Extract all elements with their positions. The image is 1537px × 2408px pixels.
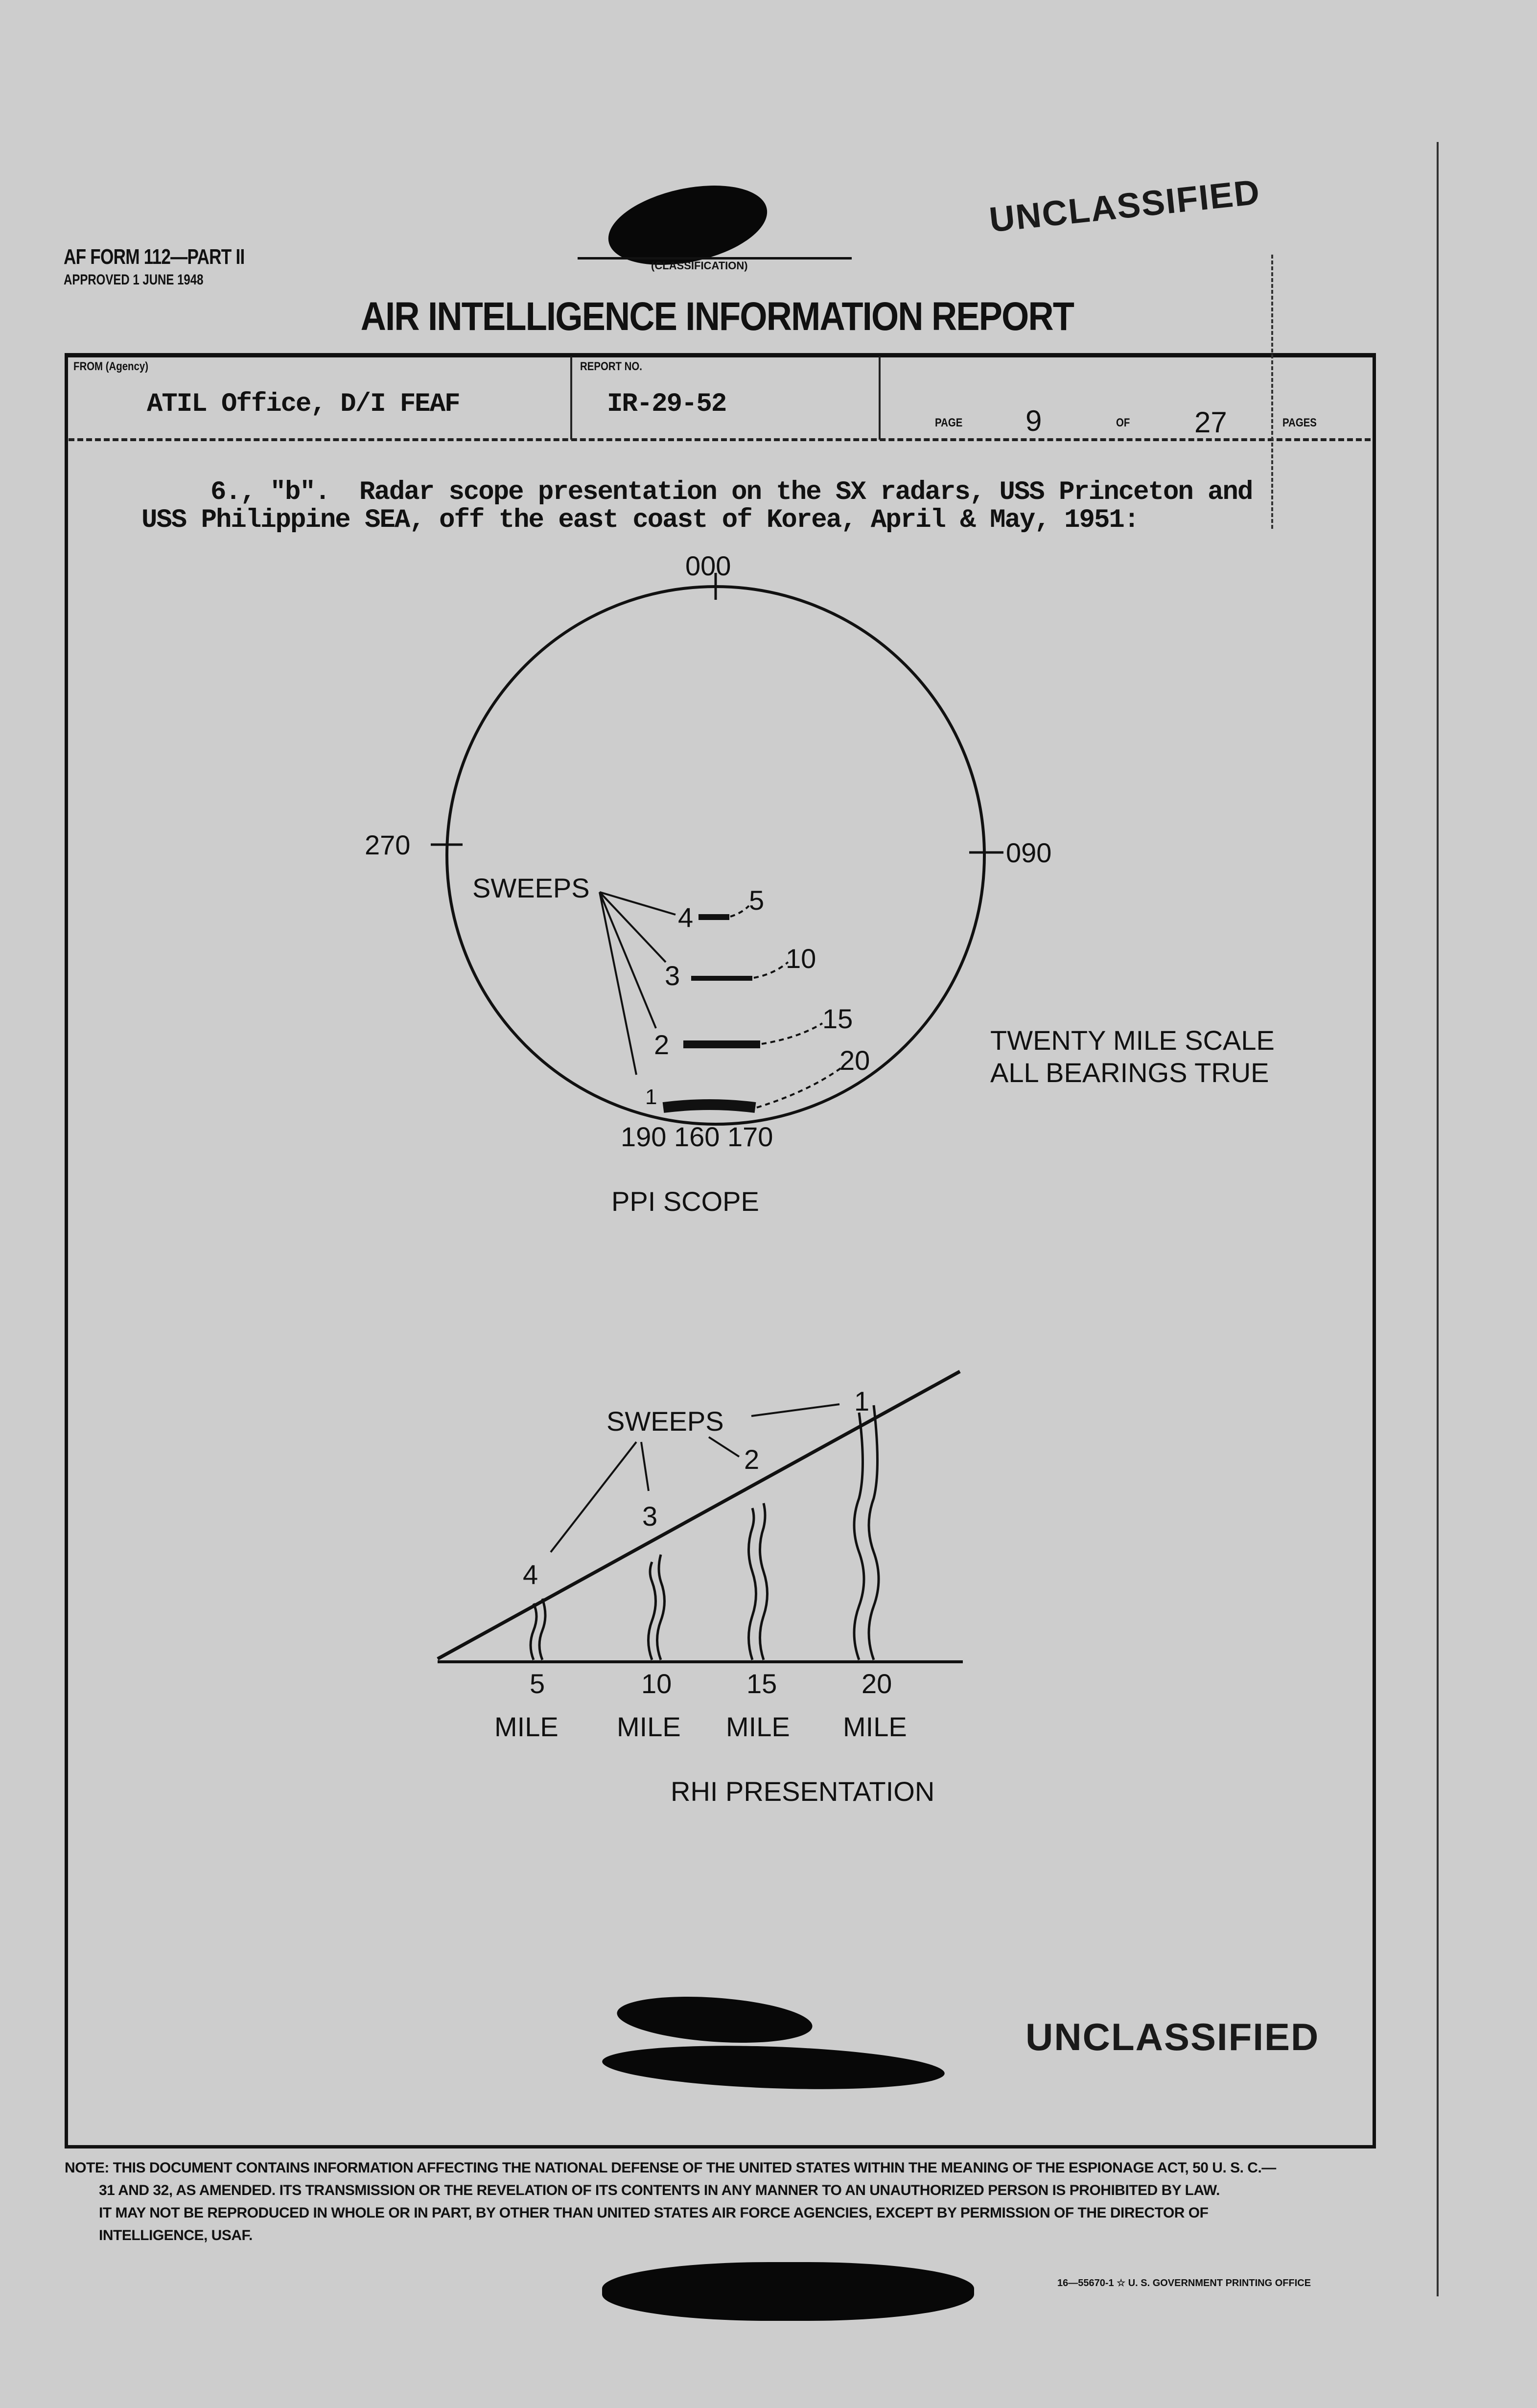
unit-10: MILE	[617, 1711, 681, 1742]
bearing-270: 270	[365, 829, 411, 860]
report-no-value: IR-29-52	[607, 389, 726, 419]
ppi-caption: PPI SCOPE	[611, 1186, 759, 1217]
scale-note-2: ALL BEARINGS TRUE	[990, 1057, 1269, 1088]
bottom-bearings: 190 160 170	[621, 1121, 773, 1152]
rhi-sweep-1: 1	[854, 1386, 870, 1416]
rhi-sweeps-label: SWEEPS	[606, 1406, 724, 1437]
range-dash-5	[730, 906, 749, 917]
rhi-echo-15	[749, 1503, 768, 1660]
sweep-leader	[600, 892, 636, 1075]
rhi-echo-20	[854, 1405, 879, 1660]
note-line: IT MAY NOT BE REPRODUCED IN WHOLE OR IN PART, BY OTHER THAN UNITED STATES AIR FORCE AGENCIES, EXCEPT BY PERMISSION OF THE DIRECTOR OF	[99, 2205, 1209, 2221]
range-dash-15	[762, 1023, 822, 1044]
body-line-2: USS Philippine SEA, off the east coast of Korea, April & May, 1951:	[141, 505, 1139, 535]
rhi-leader-4	[551, 1442, 636, 1552]
printing-office-footer: 16—55670-1 ☆ U. S. GOVERNMENT PRINTING OFFICE	[1057, 2278, 1311, 2289]
rhi-leader-1	[751, 1404, 839, 1416]
range-dash-20	[757, 1067, 842, 1108]
sweep-range-5: 5	[749, 885, 765, 916]
note-line: NOTE: THIS DOCUMENT CONTAINS INFORMATION AFFECTING THE NATIONAL DEFENSE OF THE UNITED STATES WITHIN THE MEANING OF THE ESPIONAGE ACT, 50 U. S. C.—	[65, 2160, 1276, 2176]
total-pages-value: 27	[1194, 406, 1227, 439]
distance-15: 15	[746, 1668, 777, 1699]
rhi-leader-3	[641, 1442, 649, 1491]
form-id: AF FORM 112—PART II	[64, 245, 245, 269]
rhi-leader-2	[709, 1437, 739, 1457]
ppi-scope	[431, 573, 1003, 1124]
sweep-num-1: 1	[645, 1085, 657, 1109]
rhi-sweep-4: 4	[523, 1559, 538, 1590]
sweep-num-3: 3	[665, 960, 680, 991]
unit-5: MILE	[494, 1711, 559, 1742]
sweep-range-10: 10	[786, 943, 816, 974]
body-line-1: 6., "b". Radar scope presentation on the SX radars, USS Princeton and	[210, 477, 1253, 507]
distance-10: 10	[641, 1668, 672, 1699]
note-line: INTELLIGENCE, USAF.	[99, 2227, 253, 2243]
report-no-label: REPORT NO.	[580, 360, 642, 373]
sweep-leader	[600, 892, 656, 1028]
page-label: PAGE	[935, 416, 963, 429]
rhi-echo-10	[649, 1555, 665, 1660]
sweep-num-2: 2	[654, 1029, 670, 1060]
sweep-1-echo	[663, 1105, 755, 1108]
from-value: ATIL Office, D/I FEAF	[147, 389, 460, 419]
of-label: OF	[1116, 416, 1130, 429]
ppi-sweeps-label: SWEEPS	[472, 873, 590, 903]
sweep-num-4: 4	[678, 902, 694, 933]
from-label: FROM (Agency)	[73, 360, 148, 373]
pages-label: PAGES	[1282, 416, 1317, 429]
espionage-act-note	[65, 2157, 1425, 2247]
rhi-sweep-3: 3	[642, 1501, 658, 1532]
unit-15: MILE	[726, 1711, 790, 1742]
bearing-090: 090	[1006, 837, 1052, 868]
rhi-sweep-2: 2	[744, 1444, 760, 1475]
redaction-footer	[602, 2262, 974, 2321]
bearing-000: 000	[685, 550, 731, 581]
note-line: 31 AND 32, AS AMENDED. ITS TRANSMISSION OR THE REVELATION OF ITS CONTENTS IN ANY MANNER TO AN UNAUTHORIZED PERSON IS PROHIBITED BY LAW.	[99, 2182, 1220, 2198]
distance-5: 5	[530, 1668, 545, 1699]
sweep-range-20: 20	[839, 1045, 870, 1076]
unclassified-stamp-bottom: UNCLASSIFIED	[1025, 2015, 1320, 2058]
unit-20: MILE	[843, 1711, 907, 1742]
scale-note-1: TWENTY MILE SCALE	[990, 1025, 1275, 1056]
report-title: AIR INTELLIGENCE INFORMATION REPORT	[360, 294, 1074, 339]
classification-caption: (CLASSIFICATION)	[651, 260, 748, 272]
form-approved-date: APPROVED 1 JUNE 1948	[64, 272, 204, 288]
distance-20: 20	[862, 1668, 892, 1699]
sweep-range-15: 15	[822, 1003, 853, 1034]
rhi-caption: RHI PRESENTATION	[671, 1776, 935, 1807]
range-dash-10	[754, 962, 788, 978]
page-value: 9	[1025, 404, 1042, 437]
unclassified-stamp-top: UNCLASSIFIED	[987, 172, 1262, 240]
